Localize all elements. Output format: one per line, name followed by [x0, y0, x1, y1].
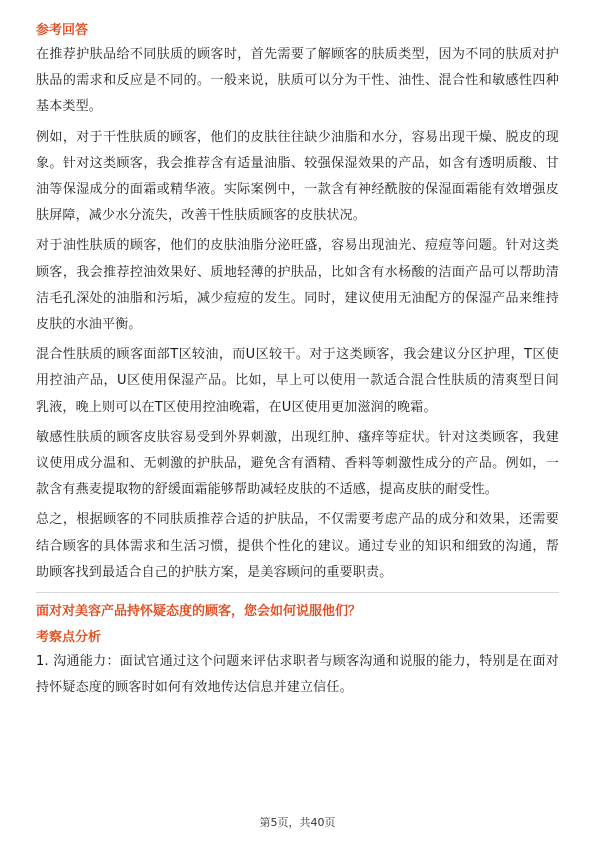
section-divider — [36, 592, 559, 593]
interview-question: 面对对美容产品持怀疑态度的顾客，您会如何说服他们？ — [36, 604, 362, 620]
paragraph-oily-skin: 对于油性肤质的顾客，他们的皮肤油脂分泌旺盛，容易出现油光、痘痘等问题。针对这类顾客，我会推荐控油效果好、质地轻薄的护肤品，比如含有水杨酸的洁面产品可以帮助清洁毛孔深处的油脂和污垢，减少痘痘的发生。同时，建议使用无油配方的保湿产品来维持皮肤的水油平衡。 — [36, 238, 559, 333]
paragraph-intro: 在推荐护肤品给不同肤质的顾客时，首先需要了解顾客的肤质类型，因为不同的肤质对护肤品的需求和反应是不同的。一般来说，肤质可以分为干性、油性、混合性和敏感性四种基本类型。 — [36, 47, 559, 115]
analysis-heading: 考察点分析 — [36, 630, 102, 646]
paragraph-combination-skin: 混合性肤质的顾客面部T区较油，而U区较干。对于这类顾客，我会建议分区护理，T区使用控油产品，U区使用保湿产品。比如，早上可以使用一款适合混合性肤质的清爽型日间乳液，晚上则可以在T区使用控油晚霜，在U区使用更加滋润的晚霜。 — [36, 347, 559, 415]
paragraph-sensitive-skin: 敏感性肤质的顾客皮肤容易受到外界刺激，出现红肿、瘙痒等症状。针对这类顾客，我建议使用成分温和、无刺激的护肤品，避免含有酒精、香料等刺激性成分的产品。例如，一款含有燕麦提取物的舒缓面霜能够帮助减轻皮肤的不适感，提高皮肤的耐受性。 — [36, 429, 559, 498]
paragraph-summary: 总之，根据顾客的不同肤质推荐合适的护肤品，不仅需要考虑产品的成分和效果，还需要结合顾客的具体需求和生活习惯，提供个性化的建议。通过专业的知识和细致的沟通，帮助顾客找到最适合自己的护肤方案，是美容顾问的重要职责。 — [36, 512, 559, 580]
page-content — [36, 20, 559, 705]
analysis-item: 1. 沟通能力：面试官通过这个问题来评估求职者与顾客沟通和说服的能力，特别是在面对持怀疑态度的顾客时如何有效地传达信息并建立信任。 — [36, 654, 559, 696]
page-number-footer: 第5页，共40页 — [259, 816, 336, 829]
paragraph-dry-skin: 例如，对于干性肤质的顾客，他们的皮肤往往缺少油脂和水分，容易出现干燥、脱皮的现象。针对这类顾客，我会推荐含有适量油脂、较强保湿效果的产品，如含有透明质酸、甘油等保湿成分的面霜或精华液。实际案例中，一款含有神经酰胺的保湿面霜能有效增强皮肤屏障，减少水分流失，改善干性肤质顾客的皮肤状况。 — [36, 129, 559, 224]
section-heading: 参考回答 — [36, 23, 89, 38]
